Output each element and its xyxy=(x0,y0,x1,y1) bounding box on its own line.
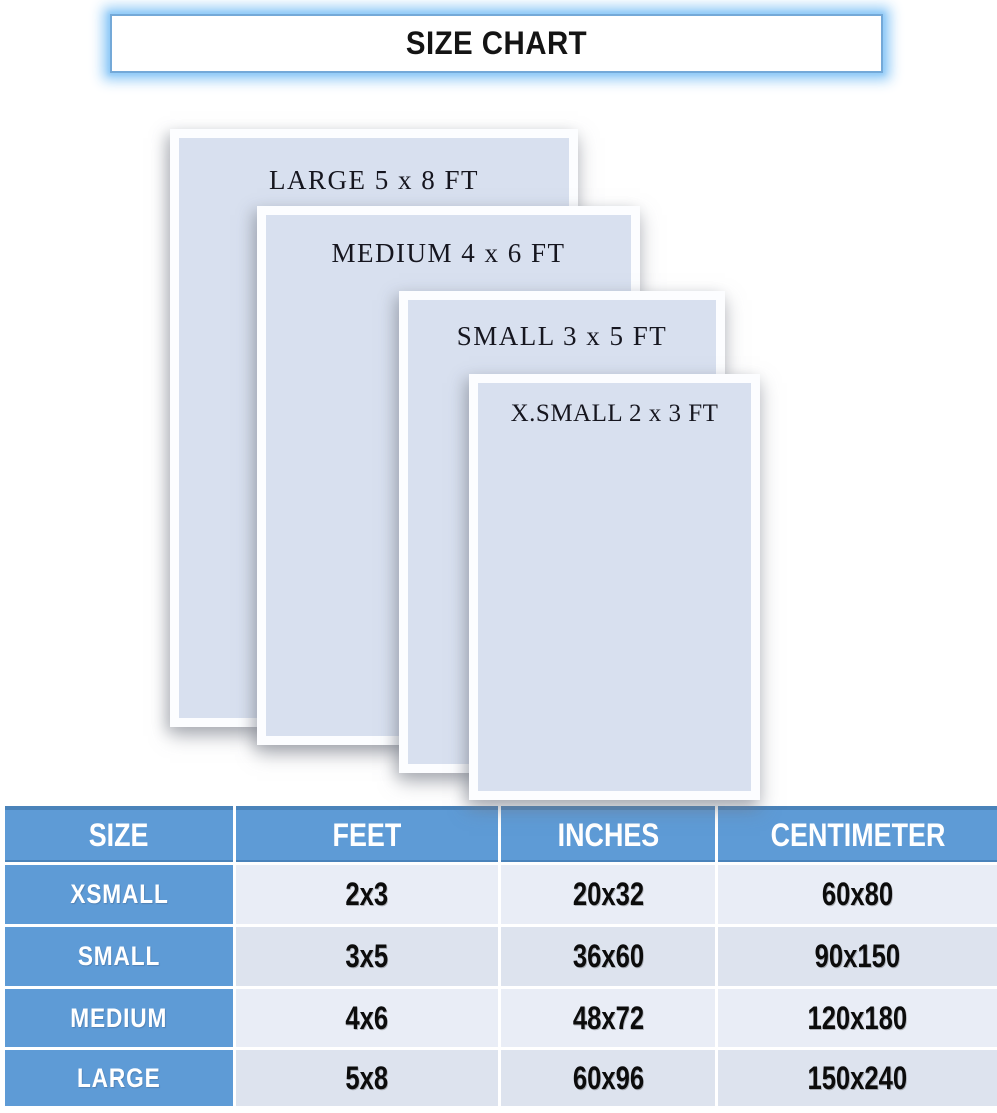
cell-value: 2x3 xyxy=(345,876,389,912)
row-medium-centimeter xyxy=(718,989,997,1047)
cell-value: 20x32 xyxy=(572,876,644,912)
row-small-inches xyxy=(501,927,715,986)
rug-label-xsmall: X.SMALL 2 x 3 FT xyxy=(510,400,719,427)
cell-value: 36x60 xyxy=(572,938,644,974)
rug-rect-xsmall xyxy=(469,374,760,800)
row-medium-size xyxy=(5,989,233,1047)
header-label-size: SIZE xyxy=(89,816,149,853)
cell-value: 3x5 xyxy=(345,938,389,974)
rug-label-medium: MEDIUM 4 x 6 FT xyxy=(331,238,566,268)
rug-label-small: SMALL 3 x 5 FT xyxy=(456,321,668,351)
row-xsmall-feet xyxy=(236,865,498,924)
row-label: XSMALL xyxy=(69,879,169,909)
cell-value: 5x8 xyxy=(345,1059,389,1096)
row-label: MEDIUM xyxy=(70,1002,168,1033)
header-cell-inches xyxy=(501,806,715,862)
header-label-feet: FEET xyxy=(332,816,402,853)
cell-value: 4x6 xyxy=(345,999,389,1036)
row-large-size xyxy=(5,1050,233,1106)
row-large-centimeter xyxy=(718,1050,997,1106)
row-medium-feet xyxy=(236,989,498,1047)
row-small-size xyxy=(5,927,233,986)
size-chart-title-box xyxy=(110,14,883,73)
header-label-centimeter: CENTIMETER xyxy=(770,816,945,853)
header-cell-size xyxy=(5,806,233,862)
cell-value: 120x180 xyxy=(807,999,908,1036)
rug-label-large: LARGE 5 x 8 FT xyxy=(269,165,479,195)
page-title: SIZE CHART xyxy=(405,25,588,61)
row-label: LARGE xyxy=(77,1062,161,1093)
row-xsmall-size xyxy=(5,865,233,924)
row-medium-inches xyxy=(501,989,715,1047)
header-cell-feet xyxy=(236,806,498,862)
cell-value: 60x96 xyxy=(572,1059,644,1096)
row-xsmall-inches xyxy=(501,865,715,924)
cell-value: 60x80 xyxy=(821,876,894,912)
cell-value: 48x72 xyxy=(572,999,644,1036)
cell-value: 90x150 xyxy=(814,938,901,974)
row-large-inches xyxy=(501,1050,715,1106)
header-label-inches: INCHES xyxy=(557,816,659,853)
size-table xyxy=(5,806,997,1109)
header-cell-centimeter xyxy=(718,806,997,862)
row-label: SMALL xyxy=(77,941,161,971)
row-small-feet xyxy=(236,927,498,986)
row-xsmall-centimeter xyxy=(718,865,997,924)
row-large-feet xyxy=(236,1050,498,1106)
row-small-centimeter xyxy=(718,927,997,986)
cell-value: 150x240 xyxy=(807,1059,908,1096)
